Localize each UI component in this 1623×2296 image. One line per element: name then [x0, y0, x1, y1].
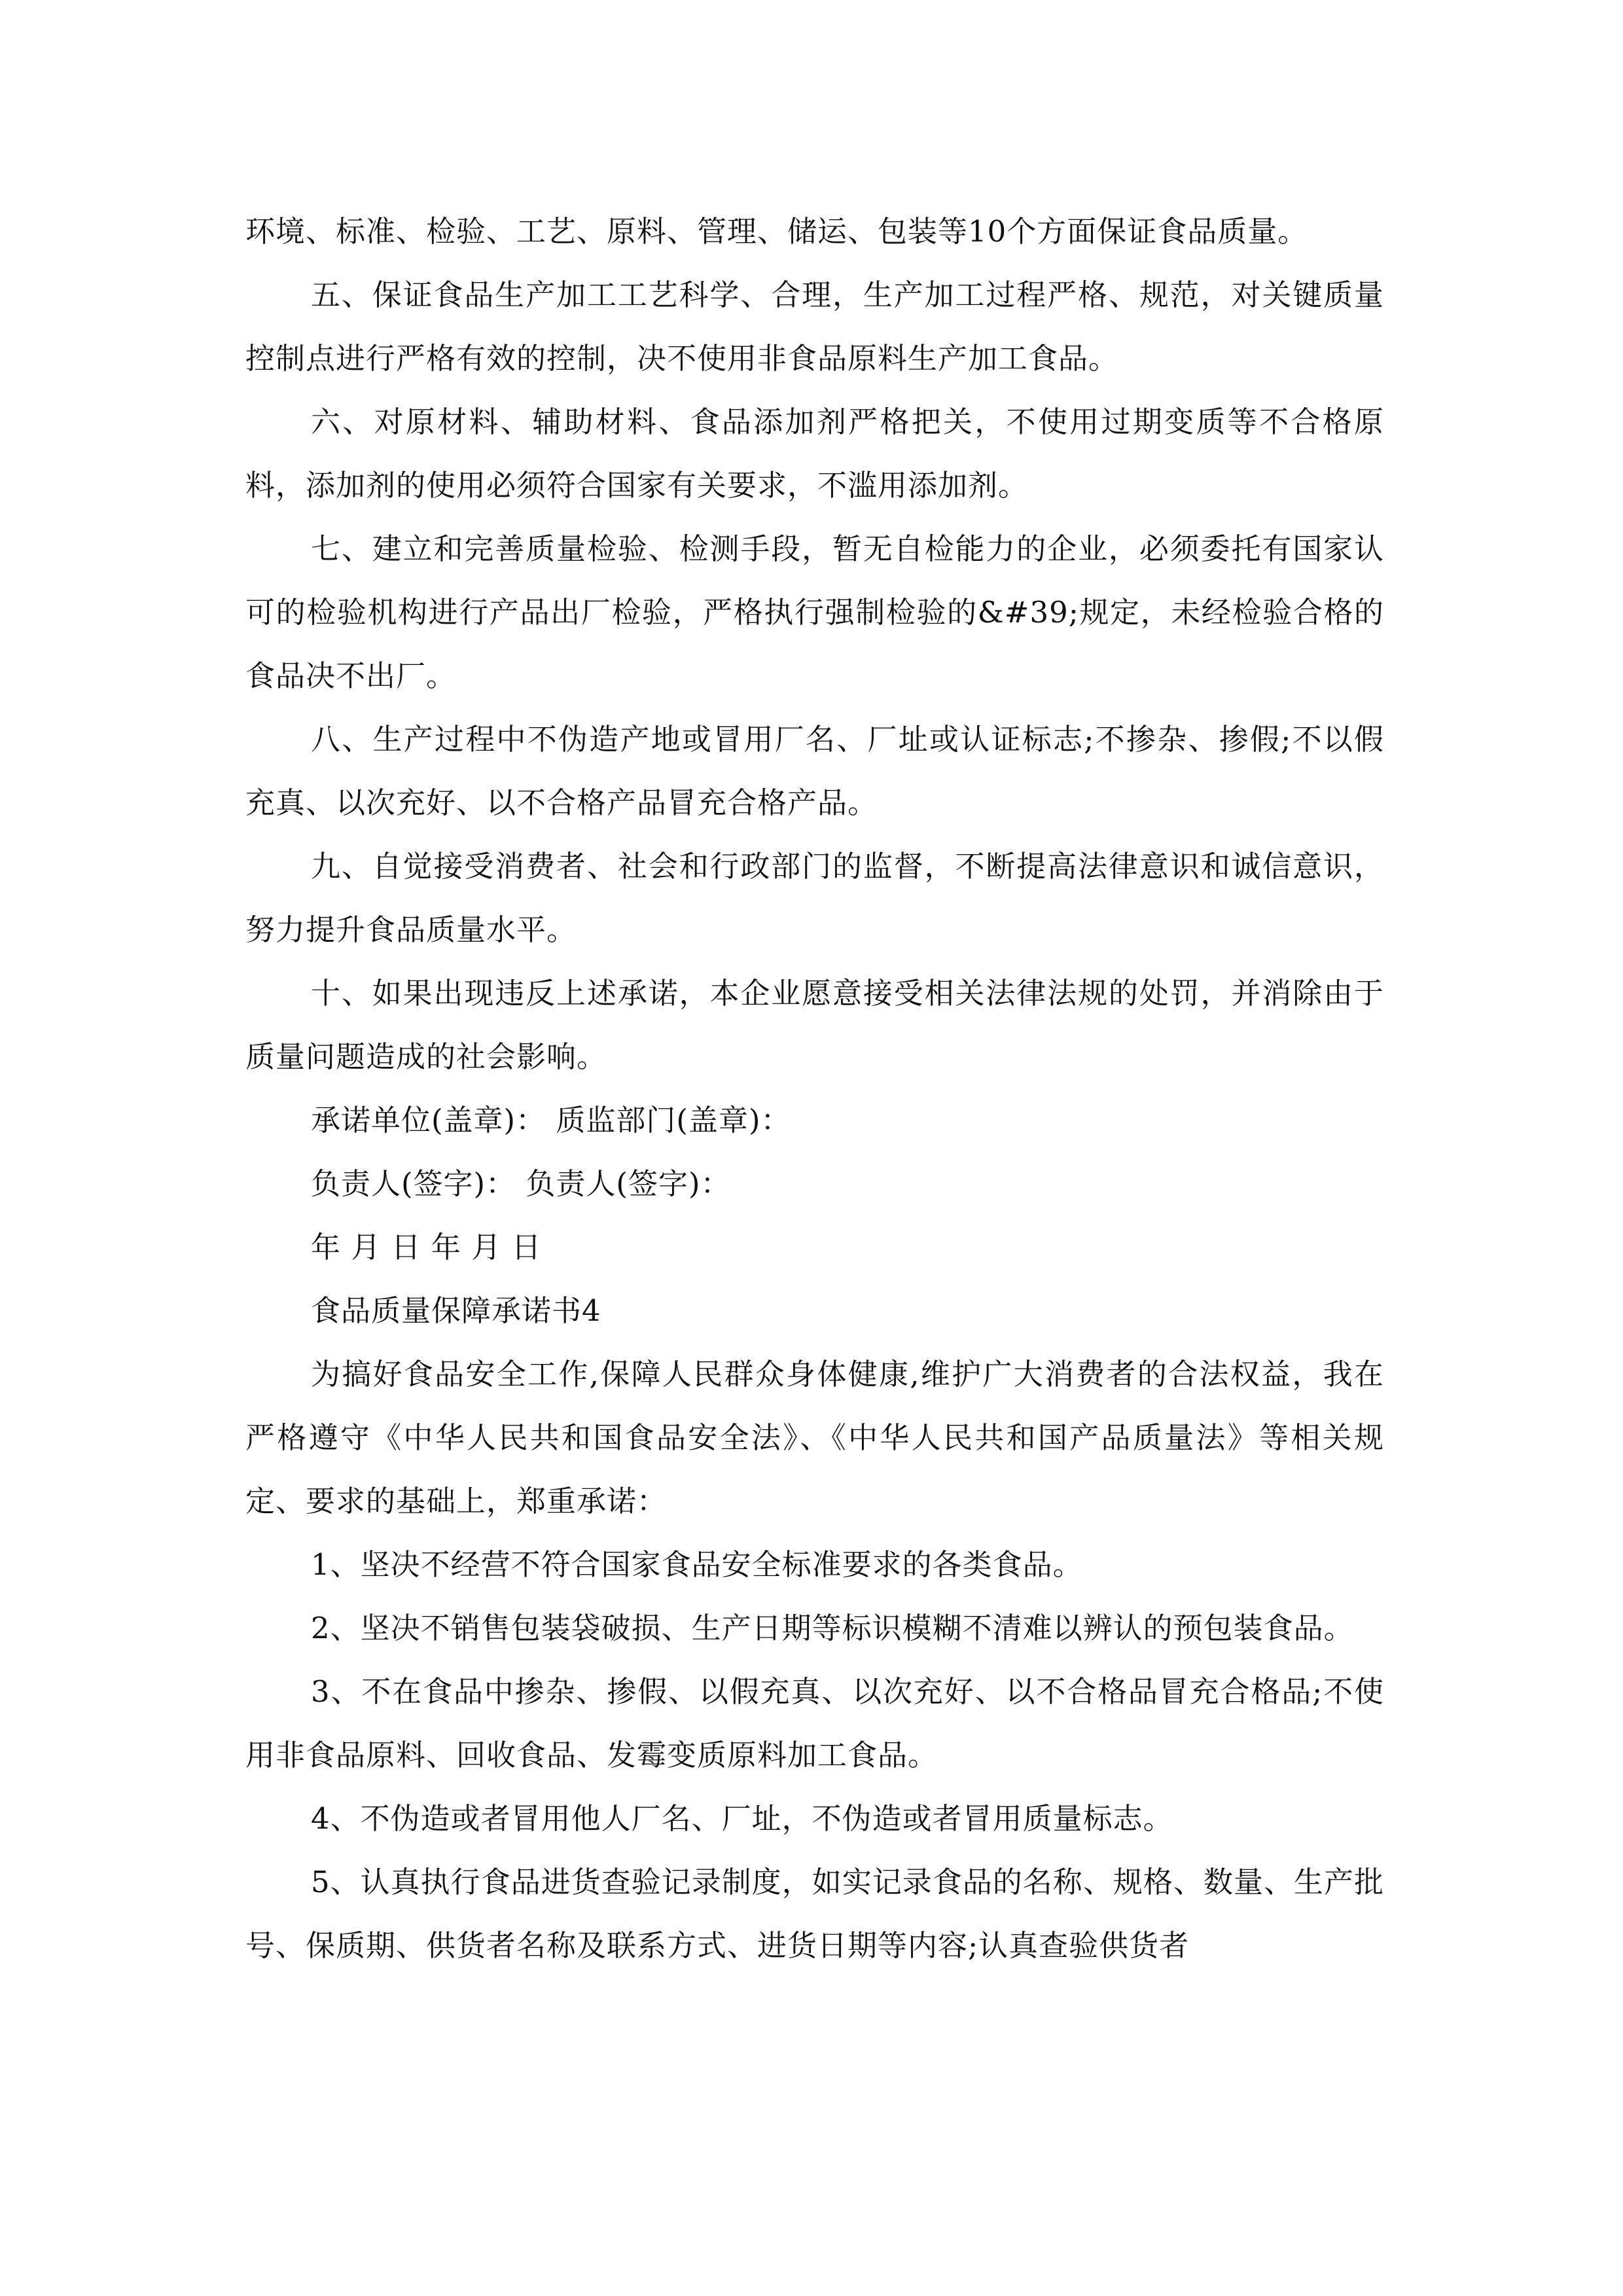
paragraph-item-9: 九、自觉接受消费者、社会和行政部门的监督，不断提高法律意识和诚信意识，努力提升食品质量水平。: [245, 849, 1384, 947]
paragraph-preamble: 为搞好食品安全工作,保障人民群众身体健康,维护广大消费者的合法权益，我在严格遵守《中华人民共和国食品安全法》、《中华人民共和国产品质量法》等相关规定、要求的基础上，郑重承诺：: [245, 1357, 1384, 1518]
paragraph-pledge-5: 5、认真执行食品进货查验记录制度，如实记录食品的名称、规格、数量、生产批号、保质期、供货者名称及联系方式、进货日期等内容;认真查验供货者: [245, 1865, 1384, 1963]
paragraph-item-10: 十、如果出现违反上述承诺，本企业愿意接受相关法律法规的处罚，并消除由于质量问题造成的社会影响。: [245, 976, 1384, 1074]
paragraph-item-7: 七、建立和完善质量检验、检测手段，暂无自检能力的企业，必须委托有国家认可的检验机构进行产品出厂检验，严格执行强制检验的&#39;规定，未经检验合格的食品决不出厂。: [245, 531, 1384, 693]
signature-persons-line: 负责人(签字)： 负责人(签字)：: [311, 1166, 731, 1201]
section-title: 食品质量保障承诺书4: [311, 1293, 601, 1328]
paragraph-pledge-3: 3、不在食品中掺杂、掺假、以假充真、以次充好、以不合格品冒充合格品;不使用非食品原料、回收食品、发霉变质原料加工食品。: [245, 1674, 1384, 1772]
paragraph-item-5: 五、保证食品生产加工工艺科学、合理，生产加工过程严格、规范，对关键质量控制点进行严格有效的控制，决不使用非食品原料生产加工食品。: [245, 278, 1384, 376]
paragraph-pledge-2: 2、坚决不销售包装袋破损、生产日期等标识模糊不清难以辨认的预包装食品。: [311, 1611, 1354, 1645]
signature-date-line: 年 月 日 年 月 日: [311, 1230, 542, 1265]
paragraph-pledge-1: 1、坚决不经营不符合国家食品安全标准要求的各类食品。: [311, 1547, 1083, 1582]
paragraph-item-8: 八、生产过程中不伪造产地或冒用厂名、厂址或认证标志;不掺杂、掺假;不以假充真、以次充好、以不合格产品冒充合格产品。: [245, 722, 1384, 820]
paragraph-pledge-4: 4、不伪造或者冒用他人厂名、厂址，不伪造或者冒用质量标志。: [311, 1801, 1173, 1836]
signature-units-line: 承诺单位(盖章)： 质监部门(盖章)：: [311, 1103, 791, 1138]
paragraph-item-6: 六、对原材料、辅助材料、食品添加剂严格把关，不使用过期变质等不合格原料，添加剂的使用必须符合国家有关要求，不滥用添加剂。: [245, 404, 1384, 503]
paragraph-intro-continued: 环境、标准、检验、工艺、原料、管理、储运、包装等10个方面保证食品质量。: [245, 214, 1308, 249]
document-body: [245, 200, 1384, 1977]
